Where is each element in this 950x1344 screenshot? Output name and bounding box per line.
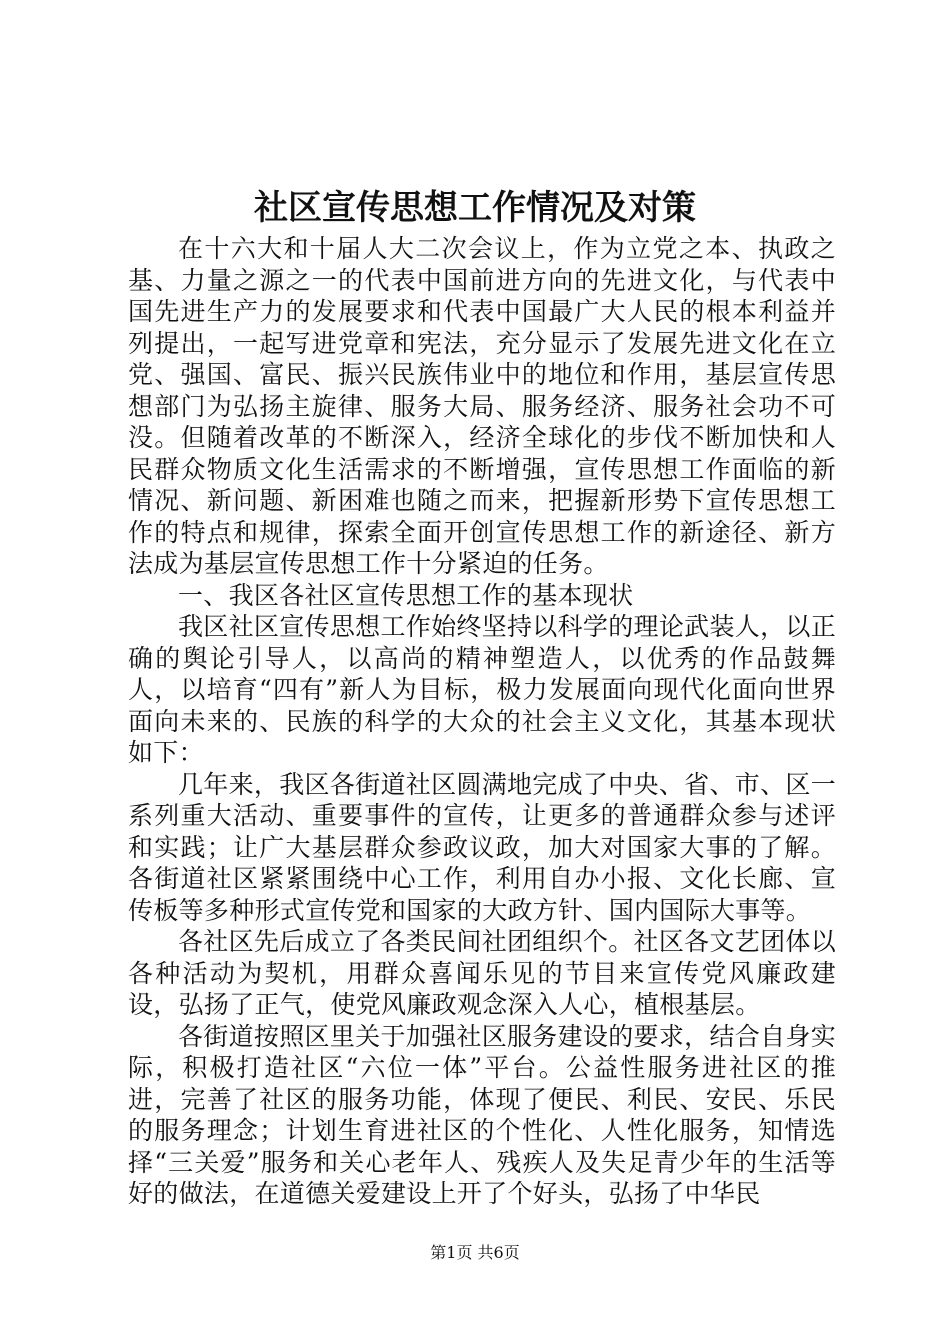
paragraph-intro: 在十六大和十届人大二次会议上，作为立党之本、执政之基、力量之源之一的代表中国前进方向的先进文化，与代表中国先进生产力的发展要求和代表中国最广大人民的根本利益并列提出，一起写进党章和宪法，充分显示了发展先进文化在立党、强国、富民、振兴民族伟业中的地位和作用，基层宣传思想部门为弘扬主旋律、服务大局、服务经济、服务社会功不可没。但随着改革的不断深入，经济全球化的步伐不断加快和人民群众物质文化生活需求的不断增强，宣传思想工作面临的新情况、新问题、新困难也随之而来，把握新形势下宣传思想工作的特点和规律，探索全面开创宣传思想工作的新途径、新方法成为基层宣传思想工作十分紧迫的任务。 [128, 234, 836, 578]
paragraph-community-services: 各街道按照区里关于加强社区服务建设的要求，结合自身实际，积极打造社区“六位一体”平台。公益性服务进社区的推进，完善了社区的服务功能，体现了便民、利民、安民、乐民的服务理念；计划生育进社区的个性化、人性化服务，知情选择“三关爱”服务和关心老年人、残疾人及失足青少年的生活等好的做法，在道德关爱建设上开了个好头，弘扬了中华民 [128, 1021, 836, 1208]
paragraph-status-overview: 我区社区宣传思想工作始终坚持以科学的理论武装人，以正确的舆论引导人，以高尚的精神塑造人，以优秀的作品鼓舞人，以培育“四有”新人为目标，极力发展面向现代化面向世界面向未来的、民族的科学的大众的社会主义文化，其基本现状如下： [128, 612, 836, 767]
paragraph-community-groups: 各社区先后成立了各类民间社团组织个。社区各文艺团体以各种活动为契机，用群众喜闻乐见的节目来宣传党风廉政建设，弘扬了正气，使党风廉政观念深入人心，植根基层。 [128, 927, 836, 1019]
document-title: 社区宣传思想工作情况及对策 [254, 188, 696, 228]
paragraph-publicity: 几年来，我区各街道社区圆满地完成了中央、省、市、区一系列重大活动、重要事件的宣传，让更多的普通群众参与述评和实践；让广大基层群众参政议政，加大对国家大事的了解。各街道社区紧紧围绕中心工作，利用自办小报、文化长廊、宣传板等多种形式宣传党和国家的大政方针、国内国际大事等。 [128, 769, 836, 925]
document-body [128, 233, 836, 1210]
page-number-footer: 第1页 共6页 [430, 1243, 520, 1262]
section-heading: 一、我区各社区宣传思想工作的基本现状 [178, 580, 634, 610]
